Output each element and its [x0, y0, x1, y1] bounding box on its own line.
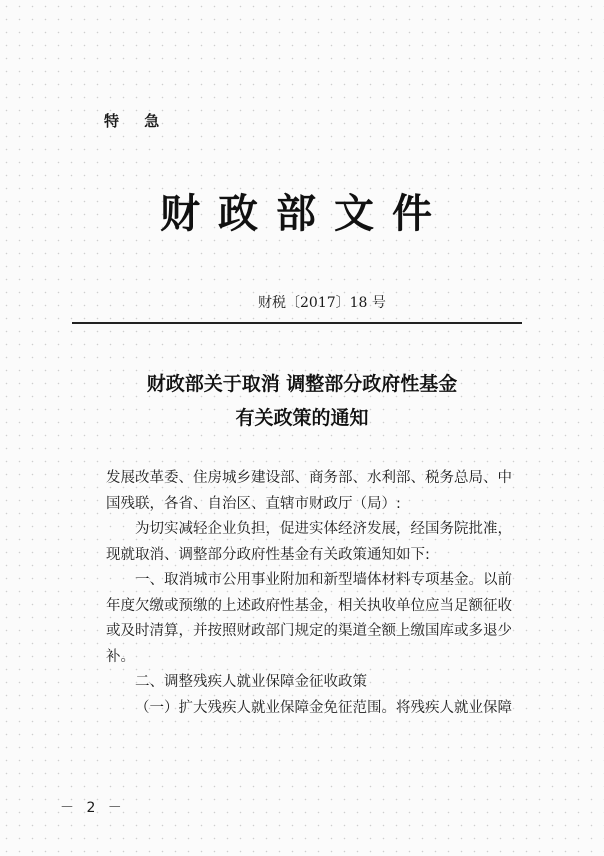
intro-paragraph: 为切实减轻企业负担，促进实体经济发展，经国务院批准，现就取消、调整部分政府性基金有关政策通知如下: — [106, 521, 512, 563]
document-header-title: 财政部文件 — [160, 190, 450, 237]
document-number: 财税〔2017〕18 号 — [258, 295, 386, 311]
addressee-paragraph: 发展改革委、住房城乡建设部、商务部、水利部、税务总局、中国残联，各省、自治区、直辖市财政厅（局）: — [106, 470, 512, 512]
section-2-item-1: （一）扩大残疾人就业保障金免征范围。将残疾人就业保障 — [135, 699, 512, 716]
page-number: － 2 － — [60, 800, 126, 816]
notice-body — [106, 466, 526, 721]
notice-title-line-1: 财政部关于取消 调整部分政府性基金 — [146, 373, 458, 395]
header-divider — [72, 322, 522, 324]
urgency-label: 特 急 — [104, 112, 170, 130]
section-1-paragraph: 一、取消城市公用事业附加和新型墙体材料专项基金。以前年度欠缴或预缴的上述政府性基金，相关执收单位应当足额征收或及时清算，并按照财政部门规定的渠道全额上缴国库或多退少补。 — [106, 572, 512, 665]
notice-title — [80, 367, 524, 435]
section-2-heading: 二、调整残疾人就业保障金征收政策 — [135, 674, 367, 690]
notice-title-line-2: 有关政策的通知 — [235, 407, 369, 429]
